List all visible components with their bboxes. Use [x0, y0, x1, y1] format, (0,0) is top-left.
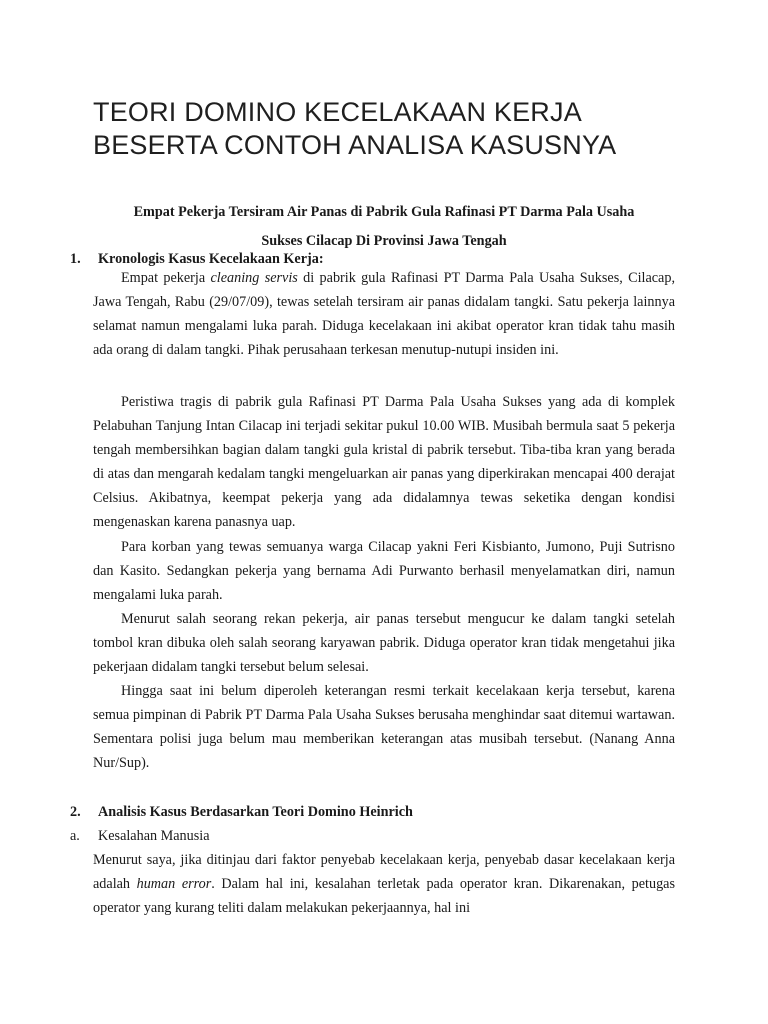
case-subtitle [93, 198, 675, 256]
subtitle-line-2: Sukses Cilacap Di Provinsi Jawa Tengah [261, 233, 507, 249]
section-1-paragraph-5: Hingga saat ini belum diperoleh keterangan resmi terkait kecelakaan kerja tersebut, karena semua pimpinan di Pabrik PT Darma Pala Usaha Sukses berusaha menghindar saat ditemui wartawan. Sementara polisi juga belum mau memberikan keterangan atas musibah tersebut. (Nanang Anna Nur/Sup). [93, 683, 675, 771]
subsection-a [70, 826, 210, 846]
document-title [93, 96, 733, 162]
section-2-title: Analisis Kasus Berdasarkan Teori Domino Heinrich [98, 804, 413, 820]
section-2-number: 2. [70, 804, 81, 820]
title-line-2: BESERTA CONTOH ANALISA KASUSNYA [93, 130, 617, 160]
section-2-heading [70, 802, 413, 822]
section-2-paragraph-1: Menurut saya, jika ditinjau dari faktor penyebab kecelakaan kerja, penyebab dasar kecelakaan kerja adalah human error. Dalam hal ini, kesalahan terletak pada operator kran. Dikarenakan, petugas operator yang kurang teliti dalam melakukan pekerjaannya, hal ini [93, 852, 675, 916]
italic-term: human error [136, 876, 212, 892]
section-1-paragraph-3: Para korban yang tewas semuanya warga Cilacap yakni Feri Kisbianto, Jumono, Puji Sutrisno dan Kasito. Sedangkan pekerja yang bernama Adi Purwanto berhasil menyelamatkan diri, namun mengalami luka parah. [93, 539, 675, 603]
section-1-paragraph-4: Menurut salah seorang rekan pekerja, air panas tersebut mengucur ke dalam tangki setelah tombol kran dibuka oleh salah seorang karyawan pabrik. Diduga operator kran tidak mengetahui jika pekerjaan didalam tangki tersebut belum selesai. [93, 611, 675, 675]
section-1-paragraph-2: Peristiwa tragis di pabrik gula Rafinasi PT Darma Pala Usaha Sukses yang ada di komplek Pelabuhan Tanjung Intan Cilacap ini terjadi sekitar pukul 10.00 WIB. Musibah bermula saat 5 pekerja tengah membersihkan bagian dalam tangki gula kristal di pabrik tersebut. Tiba-tiba kran yang berada di atas dan mengarah kedalam tangki mengeluarkan air panas yang diperkirakan mencapai 400 derajat Celsius. Akibatnya, keempat pekerja yang ada didalamnya tewas seketika dengan kondisi mengenaskan karena panasnya uap. [93, 394, 675, 530]
subtitle-line-1: Empat Pekerja Tersiram Air Panas di Pabrik Gula Rafinasi PT Darma Pala Usaha [133, 204, 635, 220]
subsection-a-letter: a. [70, 828, 80, 844]
section-1-paragraph-1: Empat pekerja cleaning servis di pabrik gula Rafinasi PT Darma Pala Usaha Sukses, Cilacap, Jawa Tengah, Rabu (29/07/09), tewas setelah tersiram air panas didalam tangki. Satu pekerja lainnya selamat namun mengalami luka parah. Diduga kecelakaan ini akibat operator kran tidak tahu masih ada orang di dalam tangki. Pihak perusahaan terkesan menutup-nutupi insiden ini. [93, 270, 675, 358]
subsection-a-label: Kesalahan Manusia [98, 828, 210, 844]
section-1-title: Kronologis Kasus Kecelakaan Kerja: [98, 251, 324, 267]
title-line-1: TEORI DOMINO KECELAKAAN KERJA [93, 97, 582, 127]
italic-term: cleaning servis [210, 270, 298, 286]
section-1-number: 1. [70, 251, 81, 267]
